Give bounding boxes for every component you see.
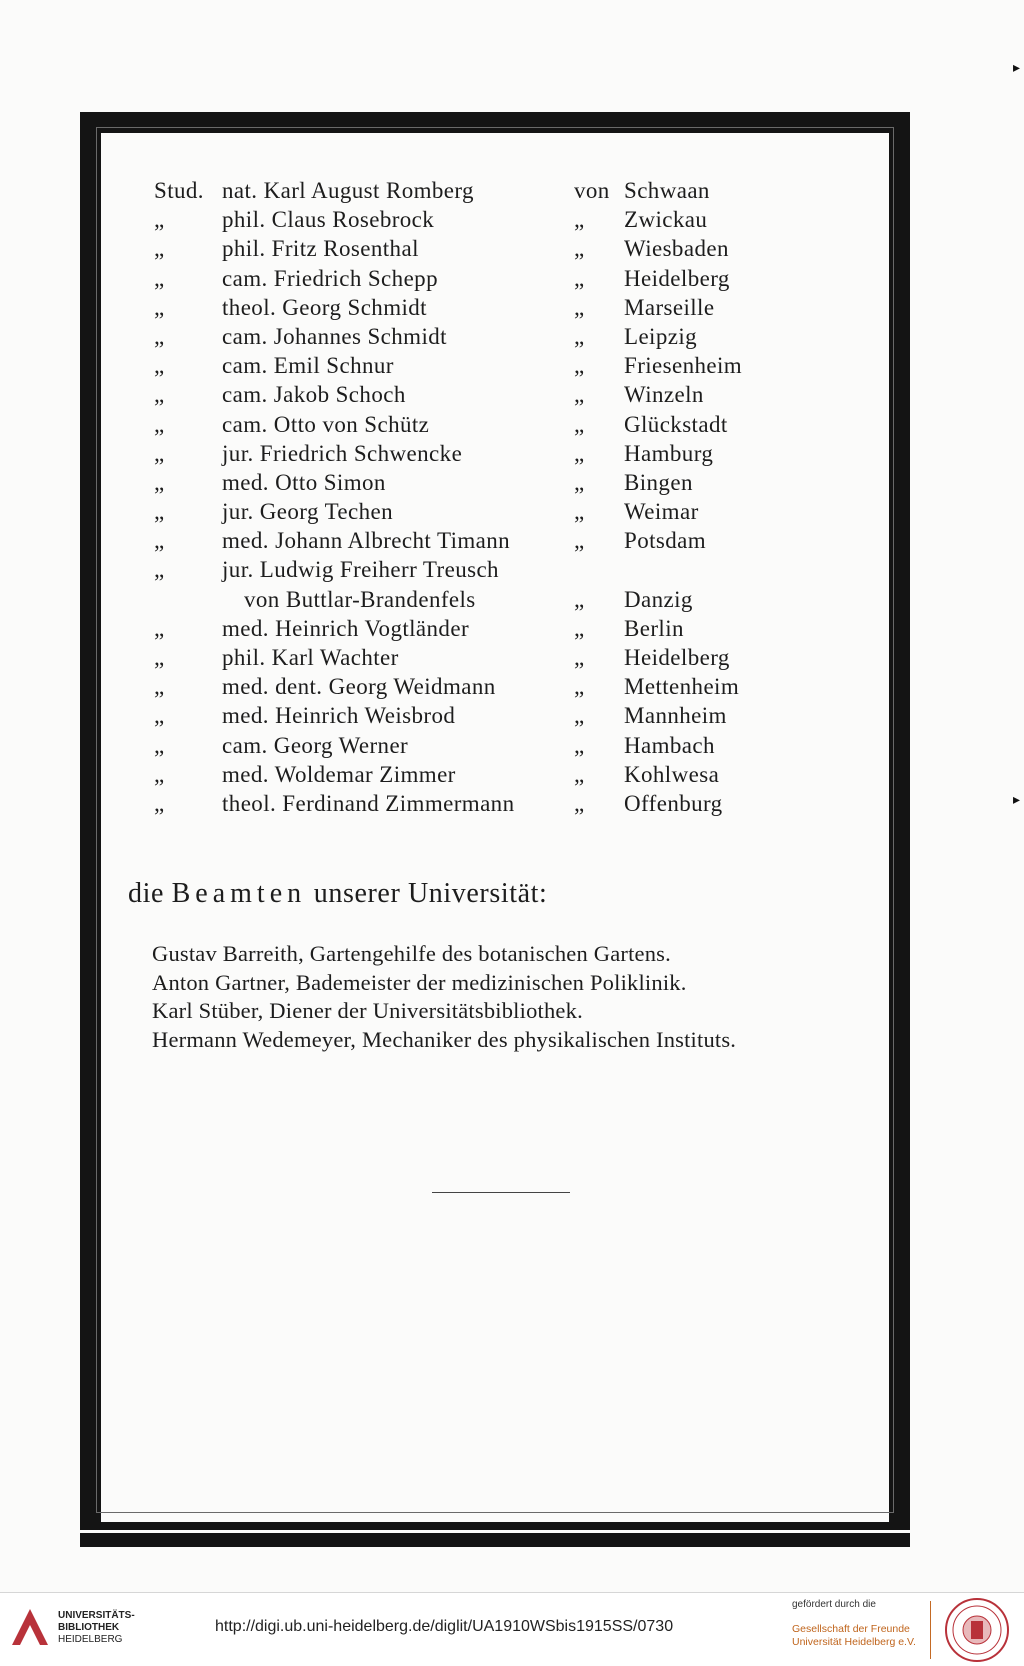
hometown: Mannheim	[624, 703, 727, 729]
library-name	[58, 1610, 135, 1646]
ditto-mark: „	[574, 469, 585, 495]
official-entry: Gustav Barreith, Gartengehilfe des botanischen Gartens.	[152, 941, 671, 966]
row-prefix: „	[154, 207, 165, 233]
hometown: Offenburg	[624, 790, 723, 816]
ditto-mark: „	[574, 761, 585, 787]
row-prefix: „	[154, 382, 165, 408]
row-prefix: „	[154, 790, 165, 816]
row-prefix: „	[154, 265, 165, 291]
ditto-mark: „	[574, 265, 585, 291]
hometown: Friesenheim	[624, 353, 743, 379]
ditto-mark: „	[574, 790, 585, 816]
student-row	[154, 295, 794, 324]
student-row	[154, 499, 794, 528]
row-prefix: „	[154, 761, 165, 787]
ditto-mark: „	[574, 207, 585, 233]
student-name: cam. Johannes Schmidt	[222, 323, 447, 349]
student-name: cam. Friedrich Schepp	[222, 265, 438, 291]
student-name: med. Heinrich Vogtländer	[222, 615, 470, 641]
student-name: med. Johann Albrecht Timann	[222, 528, 511, 554]
hometown: Bingen	[624, 469, 693, 495]
student-row	[154, 236, 794, 265]
ditto-mark: „	[574, 323, 585, 349]
student-row	[154, 733, 794, 762]
ditto-mark: „	[574, 586, 585, 612]
row-prefix: „	[154, 411, 165, 437]
row-prefix: „	[154, 440, 165, 466]
heading-pre: die	[128, 878, 165, 909]
student-name: cam. Jakob Schoch	[222, 382, 406, 408]
row-prefix: „	[154, 645, 165, 670]
student-name: cam. Georg Werner	[222, 732, 409, 758]
student-row	[154, 412, 794, 441]
library-logo-icon	[10, 1607, 50, 1647]
hometown: Danzig	[624, 586, 693, 612]
student-name: phil. Fritz Rosenthal	[222, 236, 419, 262]
student-name: phil. Claus Rosebrock	[222, 207, 435, 233]
student-name: cam. Emil Schnur	[222, 353, 394, 379]
footer-bar	[0, 1592, 1024, 1666]
society-name-line: Universität Heidelberg e.V.	[792, 1636, 916, 1648]
student-row	[154, 353, 794, 382]
university-seal-icon	[944, 1597, 1010, 1663]
official-entry: Hermann Wedemeyer, Mechaniker des physikalischen Instituts.	[152, 1026, 737, 1052]
ditto-mark: „	[574, 615, 585, 641]
ditto-mark: „	[574, 528, 585, 554]
society-name-line: Gesellschaft der Freunde	[792, 1623, 910, 1635]
ditto-mark: „	[574, 236, 585, 262]
student-row	[154, 441, 794, 470]
student-name: nat. Karl August Romberg	[222, 178, 474, 203]
student-name: theol. Ferdinand Zimmermann	[222, 790, 515, 816]
footer-divider	[930, 1601, 931, 1659]
hometown: Winzeln	[624, 382, 704, 408]
student-row	[154, 207, 794, 236]
ditto-mark: „	[574, 382, 585, 408]
student-row	[154, 762, 794, 791]
hometown: Kohlwesa	[624, 761, 720, 787]
row-prefix: „	[154, 236, 165, 262]
row-prefix: „	[154, 353, 165, 379]
heading-spaced-word: Beamten	[171, 878, 307, 909]
student-list	[154, 178, 794, 820]
row-prefix: Stud.	[154, 178, 204, 203]
student-name: med. Heinrich Weisbrod	[222, 703, 456, 729]
ditto-mark: „	[574, 732, 585, 758]
hometown: Weimar	[624, 499, 699, 525]
student-row	[154, 528, 794, 557]
row-prefix: „	[154, 615, 165, 641]
ditto-mark: „	[574, 703, 585, 729]
student-row	[154, 178, 794, 207]
student-row	[154, 557, 794, 586]
row-prefix: „	[154, 557, 165, 583]
student-name: phil. Karl Wachter	[222, 645, 399, 670]
officials-list	[152, 940, 736, 1054]
row-prefix: „	[154, 469, 165, 495]
student-row	[154, 616, 794, 645]
hometown: Berlin	[624, 615, 684, 641]
closing-rule	[432, 1192, 570, 1193]
row-prefix: „	[154, 323, 165, 349]
officials-heading	[128, 878, 547, 910]
library-name-line: HEIDELBERG	[58, 1634, 123, 1645]
ditto-mark: „	[574, 645, 585, 670]
student-row	[154, 324, 794, 353]
student-name: von Buttlar-Brandenfels	[244, 586, 476, 612]
ditto-mark: „	[574, 353, 585, 379]
hometown: Marseille	[624, 294, 715, 320]
student-row	[154, 645, 794, 674]
hometown: Hambach	[624, 732, 715, 758]
library-name-line: BIBLIOTHEK	[58, 1622, 120, 1633]
student-name: med. Woldemar Zimmer	[222, 761, 456, 787]
student-row	[154, 382, 794, 411]
ditto-mark: „	[574, 440, 585, 466]
student-name: med. dent. Georg Weidmann	[222, 674, 496, 700]
student-row	[154, 791, 794, 820]
student-name: cam. Otto von Schütz	[222, 411, 430, 437]
hometown: Potsdam	[624, 528, 707, 554]
funded-by-label: gefördert durch die	[792, 1599, 876, 1610]
edge-mark: ▸	[1012, 793, 1020, 808]
library-name-line: UNIVERSITÄTS-	[58, 1610, 135, 1621]
student-row	[154, 587, 794, 616]
ditto-mark: „	[574, 674, 585, 700]
ditto-mark: von	[574, 178, 610, 203]
hometown: Leipzig	[624, 323, 698, 349]
student-name: jur. Friedrich Schwencke	[222, 440, 463, 466]
row-prefix: „	[154, 528, 165, 554]
student-row	[154, 266, 794, 295]
hometown: Mettenheim	[624, 674, 740, 700]
bottom-border-bar	[80, 1533, 910, 1547]
society-name	[792, 1623, 916, 1649]
ditto-mark: „	[574, 294, 585, 320]
ditto-mark: „	[574, 411, 585, 437]
student-row	[154, 703, 794, 732]
student-name: jur. Ludwig Freiherr Treusch	[222, 557, 499, 583]
student-name: jur. Georg Techen	[222, 499, 394, 525]
permalink-url[interactable]: http://digi.ub.uni-heidelberg.de/diglit/UA1910WSbis1915SS/0730	[215, 1618, 674, 1635]
student-row	[154, 674, 794, 703]
hometown: Hamburg	[624, 440, 714, 466]
row-prefix: „	[154, 294, 165, 320]
hometown: Heidelberg	[624, 645, 730, 670]
student-row	[154, 470, 794, 499]
edge-mark: ▸	[1012, 61, 1020, 76]
row-prefix: „	[154, 499, 165, 525]
row-prefix: „	[154, 703, 165, 729]
hometown: Zwickau	[624, 207, 708, 233]
row-prefix: „	[154, 674, 165, 700]
ditto-mark: „	[574, 499, 585, 525]
heading-post: unserer Universität:	[313, 878, 548, 909]
hometown: Wiesbaden	[624, 236, 729, 262]
row-prefix: „	[154, 732, 165, 758]
official-entry: Karl Stüber, Diener der Universitätsbibliothek.	[152, 998, 583, 1023]
hometown: Heidelberg	[624, 265, 730, 291]
official-entry: Anton Gartner, Bademeister der medizinischen Poliklinik.	[152, 969, 687, 995]
student-name: med. Otto Simon	[222, 469, 386, 495]
student-name: theol. Georg Schmidt	[222, 294, 427, 320]
hometown: Schwaan	[624, 178, 710, 203]
hometown: Glückstadt	[624, 411, 728, 437]
